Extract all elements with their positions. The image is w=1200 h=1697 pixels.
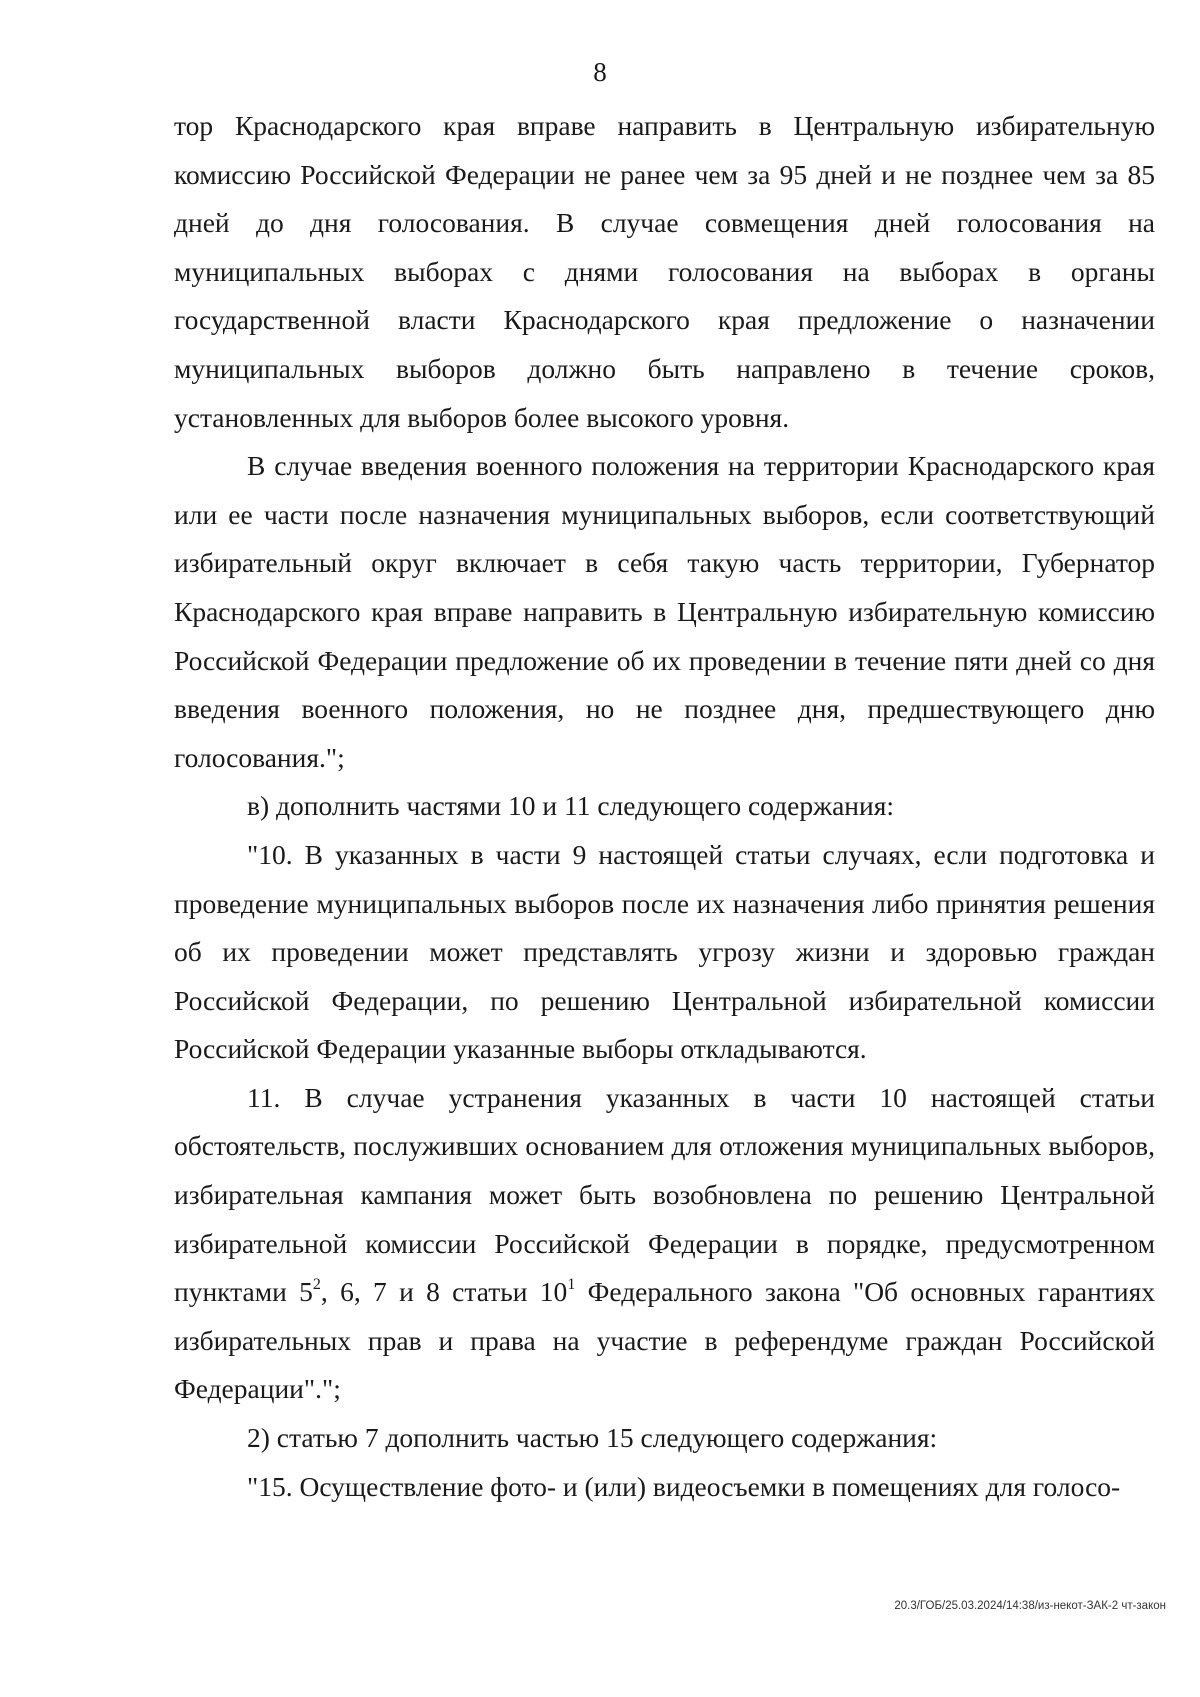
- paragraph-part-10: "10. В указанных в части 9 настоящей статьи случаях, если подготовка и проведение муниципальных выборов после их назначения либо принятия решения об их проведении может представлять угрозу жизни и здоровью граждан Российской Федерации, по решению Центральной избирательной комиссии Российской Федерации указанные выборы откладываются.: [174, 838, 1155, 1065]
- superscript-1: 1: [567, 1276, 576, 1294]
- paragraph-amendment-c: в) дополнить частями 10 и 11 следующего содержания:: [247, 790, 895, 822]
- document-footer-code: 20.3/ГОБ/25.03.2024/14:38/из-некот-ЗАК-2 чт-закон: [894, 1600, 1166, 1612]
- paragraph-amendment-2: 2) статью 7 дополнить частью 15 следующего содержания:: [247, 1422, 938, 1454]
- paragraph-part-15: "15. Осуществление фото- и (или) видеосъемки в помещениях для голосо-: [247, 1470, 1121, 1502]
- paragraph-part-11: [174, 1074, 1155, 1414]
- paragraph-martial-law: В случае введения военного положения на территории Краснодарского края или ее части после назначения муниципальных выборов, если соответствующий избирательный округ включает в себя такую часть территории, Губернатор Краснодарского края вправе направить в Центральную избирательную комиссию Российской Федерации предложение об их проведении в течение пяти дней со дня введения военного положения, но не позднее дня, предшествующего дню голосования.";: [174, 450, 1155, 773]
- paragraph-continuation: тор Краснодарского края вправе направить в Центральную избирательную комиссию Российской Федерации не ранее чем за 95 дней и не позднее чем за 85 дней до дня голосования. В случае совмещения дней голосования на муниципальных выборах с днями голосования на выборах в органы государственной власти Краснодарского края предложение о назначении муниципальных выборов должно быть направлено в течение сроков, установленных для выборов более высокого уровня.: [174, 110, 1155, 433]
- page-number: 8: [593, 57, 607, 87]
- document-body: [174, 102, 1155, 1511]
- superscript-2: 2: [312, 1276, 321, 1294]
- part-11-text-after: Федерального закона "Об основных гарантиях избирательных прав и права на участие в референдуме граждан Российской Федерации".";: [174, 1276, 1155, 1405]
- part-11-text-middle: , 6, 7 и 8 статьи 10: [320, 1276, 568, 1308]
- part-11-text-before: 11. В случае устранения указанных в части 10 настоящей статьи обстоятельств, послуживших основанием для отложения муниципальных выборов, избирательная кампания может быть возобновлена по решению Центральной избирательной комиссии Российской Федерации в порядке, предусмотренном пунктами 5: [174, 1081, 1155, 1308]
